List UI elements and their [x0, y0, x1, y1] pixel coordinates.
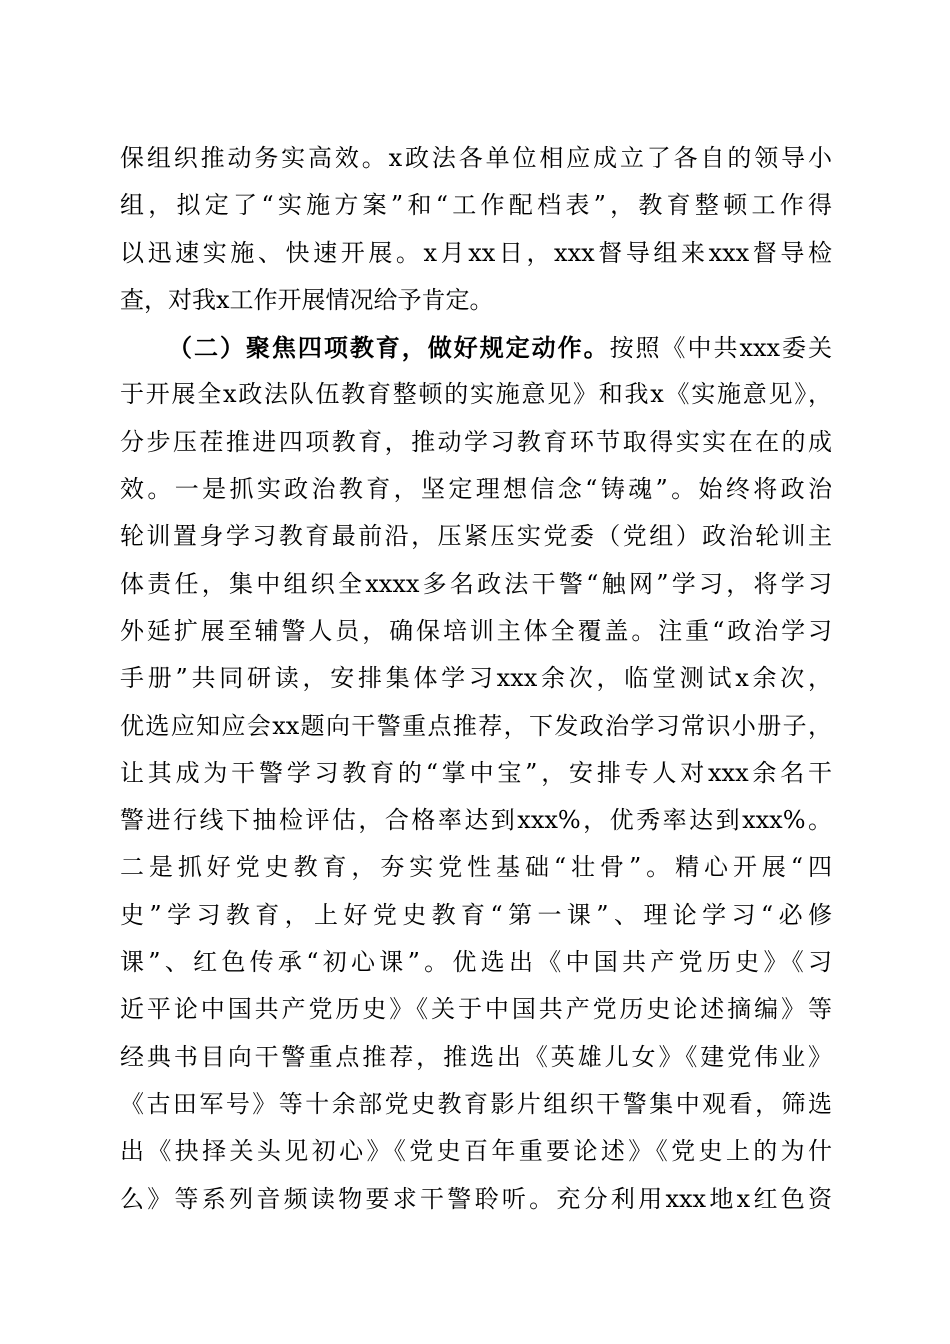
text-segment: 二是抓好党史教育，夯实党性基础“壮骨”。精心开展“四	[120, 853, 832, 882]
text-segment: 外延扩展至辅警人员，确保培训主体全覆盖。注重“政治学习	[120, 616, 832, 645]
text-segment: 轮训置身学习教育最前沿，压紧压实党委（党组）政治轮训主	[120, 522, 832, 551]
text-line	[120, 1034, 832, 1081]
text-line	[120, 182, 832, 229]
text-segment: 以迅速实施、快速开展。x月xx日，xxx督导组来xxx督导检	[120, 238, 832, 267]
text-line	[120, 986, 832, 1033]
text-line	[120, 277, 832, 324]
text-line	[120, 466, 832, 513]
text-segment: 出《抉择关头见初心》《党史百年重要论述》《党史上的为什	[120, 1137, 832, 1166]
text-line	[120, 1176, 832, 1223]
text-segment: 经典书目向干警重点推荐，推选出《英雄儿女》《建党伟业》	[120, 1042, 832, 1071]
text-line	[120, 324, 832, 371]
text-line	[120, 939, 832, 986]
text-segment: 保组织推动务实高效。x政法各单位相应成立了各自的领导小	[120, 144, 832, 172]
text-line	[120, 844, 832, 891]
text-line	[120, 513, 832, 560]
text-line	[120, 797, 832, 844]
text-line	[120, 230, 832, 277]
text-segment: 体责任，集中组织全xxxx多名政法干警“触网”学习，将学习	[120, 569, 832, 598]
text-segment: 效。一是抓实政治教育，坚定理想信念“铸魂”。始终将政治	[120, 475, 832, 504]
text-segment: 课”、红色传承“初心课”。优选出《中国共产党历史》《习	[120, 948, 832, 977]
text-line	[120, 655, 832, 702]
text-line	[120, 135, 832, 182]
text-segment: 手册”共同研读，安排集体学习xxx余次，临堂测试x余次，	[120, 664, 832, 693]
text-segment: 于开展全x政法队伍教育整顿的实施意见》和我x《实施意见》，	[120, 380, 832, 409]
body-text	[120, 135, 832, 1223]
text-line	[120, 608, 832, 655]
text-segment: 按照《中共xxx委关	[609, 334, 833, 363]
text-segment: 近平论中国共产党历史》《关于中国共产党历史论述摘编》等	[120, 995, 832, 1024]
text-segment: 警进行线下抽检评估，合格率达到xxx%，优秀率达到xxx%。	[120, 806, 832, 835]
text-line	[120, 561, 832, 608]
text-segment: 优选应知应会xx题向干警重点推荐，下发政治学习常识小册子，	[120, 711, 832, 740]
text-line	[120, 892, 832, 939]
text-line	[120, 1081, 832, 1128]
section-heading: （二）聚焦四项教育，做好规定动作。	[168, 333, 610, 363]
text-line	[120, 371, 832, 418]
text-segment: 史”学习教育，上好党史教育“第一课”、理论学习“必修	[120, 900, 832, 929]
text-line	[120, 703, 832, 750]
text-segment: 分步压茬推进四项教育，推动学习教育环节取得实实在在的成	[120, 427, 832, 456]
text-line	[120, 750, 832, 797]
text-segment: 让其成为干警学习教育的“掌中宝”，安排专人对xxx余名干	[120, 758, 832, 787]
text-segment: 组，拟定了“实施方案”和“工作配档表”，教育整顿工作得	[120, 191, 832, 220]
text-line	[120, 1128, 832, 1175]
text-line	[120, 419, 832, 466]
text-segment: 查，对我x工作开展情况给予肯定。	[120, 285, 494, 314]
text-segment: 么》等系列音频读物要求干警聆听。充分利用xxx地x红色资	[120, 1184, 832, 1213]
text-segment: 《古田军号》等十余部党史教育影片组织干警集中观看，筛选	[120, 1089, 832, 1118]
